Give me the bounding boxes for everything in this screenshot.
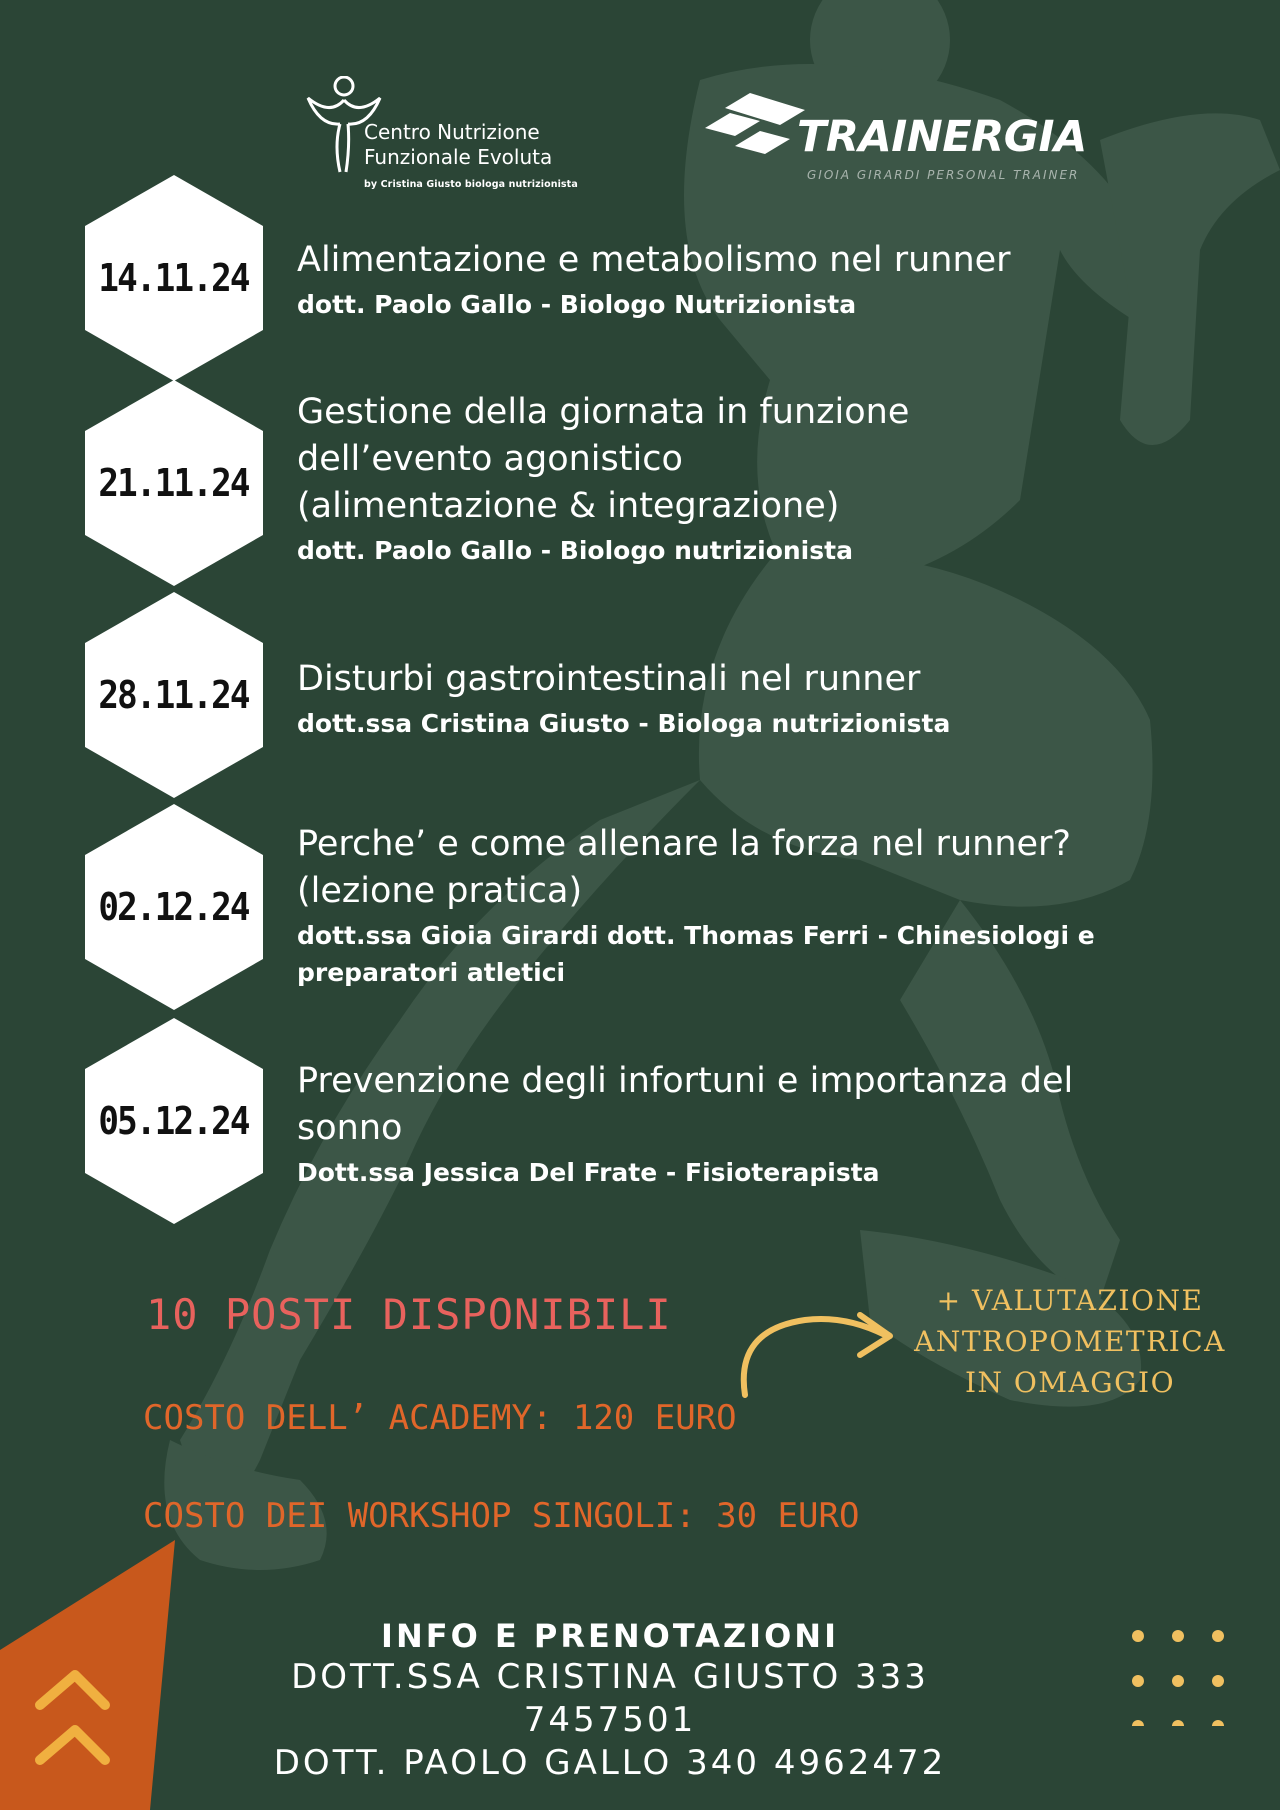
academy-cost: COSTO DELL’ ACADEMY: 120 EURO [143, 1398, 737, 1438]
event-date: 28.11.24 [98, 673, 250, 717]
date-hexagon [85, 804, 263, 1010]
event-title [297, 237, 1197, 284]
corner-decoration [0, 1530, 180, 1810]
trainergia-name: TRAINERGIA [797, 112, 1087, 162]
event-title-line: Alimentazione e metabolismo nel runner [297, 240, 1011, 280]
event-date: 02.12.24 [98, 885, 250, 929]
contact-line: DOTT. PAOLO GALLO 340 4962472 [273, 1743, 947, 1783]
date-hexagon [85, 175, 263, 381]
contact-info [200, 1616, 1020, 1785]
event-speaker [297, 1154, 1197, 1191]
event-title-line: Disturbi gastrointestinali nel runner [297, 659, 921, 699]
event-title [297, 821, 1197, 915]
cnfe-logo [300, 76, 600, 196]
event-speaker [297, 532, 1197, 569]
event-title-line: (alimentazione & integrazione) [297, 486, 840, 526]
contact-line: DOTT.SSA CRISTINA GIUSTO 333 7457501 [291, 1657, 929, 1740]
bonus-line: IN OMAGGIO [964, 1366, 1176, 1399]
event-speaker [297, 917, 1197, 991]
event-title [297, 656, 1197, 703]
cnfe-name-line1: Centro Nutrizione [364, 120, 540, 144]
event-item [297, 389, 1197, 569]
event-speaker-line: dott.ssa Cristina Giusto - Biologa nutrizionista [297, 709, 951, 738]
event-date: 05.12.24 [98, 1099, 250, 1143]
event-item [297, 656, 1197, 742]
event-speaker-line: preparatori atletici [297, 958, 566, 987]
cnfe-name-line2: Funzionale Evoluta [364, 145, 553, 169]
event-speaker-line: dott. Paolo Gallo - Biologo Nutrizionista [297, 290, 857, 319]
bonus-line: + VALUTAZIONE [936, 1284, 1204, 1317]
trainergia-logo [705, 88, 1095, 188]
stripes-logo-icon [705, 88, 805, 158]
available-slots: 10 POSTI DISPONIBILI [146, 1290, 672, 1339]
date-hexagon [85, 380, 263, 586]
event-item [297, 237, 1197, 323]
curved-arrow-icon [735, 1300, 905, 1400]
cnfe-byline: by Cristina Giusto biologa nutrizionista [364, 179, 578, 190]
bonus-offer [900, 1280, 1240, 1403]
bonus-line: ANTROPOMETRICA [914, 1325, 1226, 1358]
cnfe-name [364, 120, 604, 170]
contact-heading: INFO E PRENOTAZIONI [381, 1617, 839, 1655]
date-hexagon [85, 592, 263, 798]
dot-grid-icon [1128, 1626, 1228, 1726]
event-title-line: Prevenzione degli infortuni e importanza del [297, 1061, 1074, 1101]
event-speaker-line: Dott.ssa Jessica Del Frate - Fisioterapista [297, 1158, 880, 1187]
event-title [297, 1058, 1197, 1152]
event-title-line: dell’evento agonistico [297, 439, 683, 479]
date-hexagon [85, 1018, 263, 1224]
event-item [297, 1058, 1197, 1191]
event-title-line: Gestione della giornata in funzione [297, 392, 910, 432]
event-speaker [297, 286, 1197, 323]
event-speaker [297, 705, 1197, 742]
event-title [297, 389, 1197, 530]
event-speaker-line: dott. Paolo Gallo - Biologo nutrizionista [297, 536, 853, 565]
event-item [297, 821, 1197, 991]
trainergia-tagline: GIOIA GIRARDI PERSONAL TRAINER [807, 168, 1080, 182]
event-date: 14.11.24 [98, 256, 250, 300]
event-title-line: (lezione pratica) [297, 871, 583, 911]
event-speaker-line: dott.ssa Gioia Girardi dott. Thomas Ferri - Chinesiologi e [297, 921, 1095, 950]
event-date: 21.11.24 [98, 461, 250, 505]
event-title-line: Perche’ e come allenare la forza nel runner? [297, 824, 1071, 864]
workshop-cost: COSTO DEI WORKSHOP SINGOLI: 30 EURO [143, 1496, 860, 1536]
event-title-line: sonno [297, 1108, 403, 1148]
